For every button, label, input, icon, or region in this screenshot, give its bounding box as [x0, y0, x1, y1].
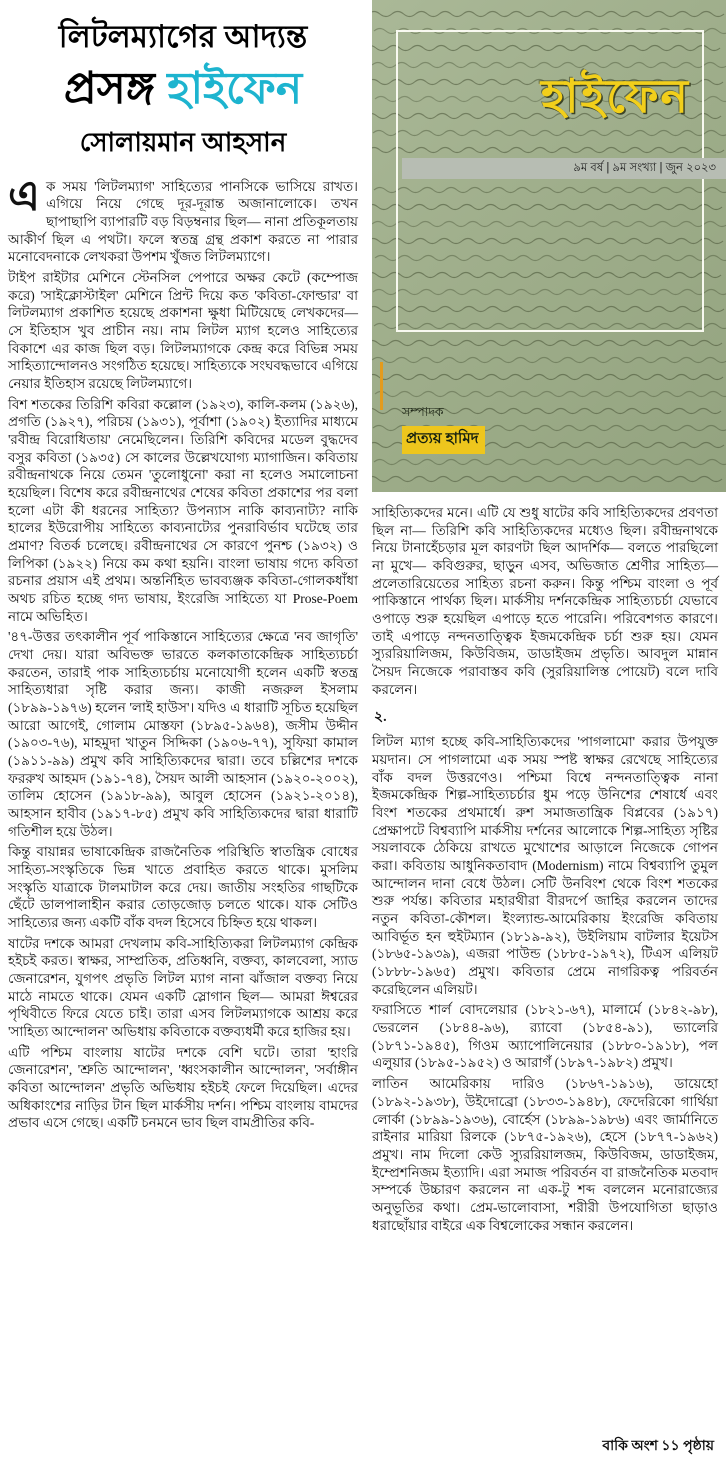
- headline-author: সোলায়মান আহসান: [79, 126, 287, 157]
- paragraph: '৪৭-উত্তর তৎকালীন পূর্ব পাকিস্তানে সাহিত্যের ক্ষেত্রে 'নব জাগৃতি' দেখা দেয়। যারা অবিভক্ত ভারতে কলকাতাকেন্দ্রিক সাহিত্যচর্চা করতেন, তারাই পাক সাহিত্যচর্চায় মনোযোগী হলেন একটি স্বতন্ত্র সাহিত্যধারা সৃষ্টি করার জন্য। কাজী নজরুল ইসলাম (১৮৯৯-১৯৭৬) হলেন 'লাই হাউস'। যদিও এ ধারাটি সূচিত হয়েছিল আরো আগেই, গোলাম মোস্তফা (১৮৯৫-১৯৬৪), জসীম উদ্দীন (১৯০৩-৭৬), মাহমুদা খাতুন সিদ্দিকা (১৯০৬-৭৭), সুফিয়া কামাল (১৯১১-৯৯) প্রমুখ কবি সাহিত্যিকদের দ্বারা। তবে চল্লিশের দশকে ফররুখ আহমদ (১৯১-৭৪), সৈয়দ আলী আহসান (১৯২০-২০০২), তালিম হোসেন (১৯১৮-৯৯), আবুল হোসেন (১৯২১-২০১৪), আহসান হাবীব (১৯১৭-৮৫) প্রমুখ কবি সাহিত্যিকদের দ্বারা ধারাটি গতিশীল হয়ে উঠল।: [8, 629, 358, 839]
- article-right-column: [372, 6, 718, 1462]
- cover-issue-bar: ৯ম বর্ষ | ৯ম সংখ্যা | জুন ২০২৩: [402, 158, 726, 179]
- headline-title-black: প্রসঙ্গ: [63, 63, 168, 113]
- paragraph-text: ক সময় 'লিটলম্যাগ' সাহিত্যের পানসিকে ভাসিয়ে রাখত। এগিয়ে নিয়ে গেছে দূর-দূরান্ত অজানালোকে। তখন ছাপাছাপি ব্যাপারটি বড় বিড়ম্বনার ছিল— নানা প্রতিকূলতায় আকীর্ণ ছিল এ পথটা। ফলে স্বতন্ত্র গ্রন্থ প্রকাশ করতে না পারার মনোবেদনাকে লেখকরা উপশম খুঁজত লিটলম্যাগে।: [8, 178, 358, 265]
- cover-editor-block: [402, 404, 485, 454]
- paragraph: লাতিন আমেরিকায় দারিও (১৮৬৭-১৯১৬), ডায়েহো (১৮৯২-১৯৩৮), উইদোব্রো (১৮৩৩-১৯৪৮), ফেদেরিকো গার্থিয়া লোর্কা (১৮৯৯-১৯৩৬), বোর্হেস (১৮৯৯-১৯৮৬) এবং জার্মানিতে রাইনার মারিয়া রিলকে (১৮৭৫-১৯২৬), হেসে (১৮৭৭-১৯৬২) প্রমুখ। নাম দিলো কেউ স্যুররিয়ালজম, কিউবিজম, ডাডাইজম, ইম্প্রেশনিজম ইত্যাদি। এরা সমাজ পরিবর্তন বা রাজনৈতিক মতবাদ সম্পর্কে উচ্চারণ করলেন না এক-টু শব্দ বললেন মনোরাজ্যের অনুভূতির কথা। প্রেম-ভালোবাসা, শরীরী উপযোগিতা ছাড়াও ধরাছোঁয়ার বাইরে এক বিশ্বলোকের সন্ধান করলেন।: [372, 1076, 718, 1233]
- paragraph: কিন্তু বায়ান্নর ভাষাকেন্দ্রিক রাজনৈতিক পরিস্থিতি স্বাতন্ত্রিক বোধের সাহিত্য-সংস্কৃতিকে ভিন্ন খাতে প্রবাহিত করতে থাকে। মুসলিম সংস্কৃতি যাত্রাকে টালমাটাল করে দেয়। জাতীয় সংহতির গাছটিকে ছেঁটে ডালপালাহীন করার তোড়জোড় চলতে থাকে। যাক সেটিও সাহিত্যের জন্য একটি বাঁক বদল হিসেবে চিহ্নিত হয়ে থাকল।: [8, 844, 358, 931]
- paragraph: [8, 173, 358, 266]
- paragraph: টাইপ রাইটার মেশিনে স্টেনসিল পেপারে অক্ষর কেটে (কম্পোজ করে) 'সাইক্লোস্টাইল' মেশিনে প্রিন্ট দিয়ে কত 'কবিতা-ফোল্ডার' বা লিটলম্যাগ প্রকাশিত হয়েছে প্রকাশনা ক্ষুধা মিটিয়েছে লেখকদের— সে ইতিহাস খুব প্রাচীন নয়। নাম লিটল ম্যাগ হলেও সাহিত্যের বিকাশে এর কাজ ছিল বড়। লিটলম্যাগকে কেন্দ্র করে বিভিন্ন সময় সাহিত্যান্দোলনও সংগঠিত হয়েছে। সাহিত্যকে সংঘবদ্ধভাবে এগিয়ে নেয়ার ইতিহাস রয়েছে লিটলম্যাগে।: [8, 269, 358, 391]
- headline-accent: হাইফেন: [167, 63, 303, 113]
- cover-accent-mark: [380, 362, 383, 410]
- continuation-note: বাকি অংশ ১১ পৃষ্ঠায়: [602, 1439, 714, 1454]
- headline-kicker: লিটলম্যাগের আদ্যন্ত: [58, 19, 308, 54]
- headline-block: [8, 6, 358, 178]
- paragraph: বিশ শতকের তিরিশি কবিরা কল্লোল (১৯২৩), কালি-কলম (১৯২৬), প্রগতি (১৯২৭), পরিচয় (১৯৩১), পূর্বাশা (১৯০২) ইত্যাদির মাধ্যমে 'রবীন্দ্র বিরোধিতায়' নেমেছিলেন। তিরিশি কবিদের মডেল বুদ্ধদেব বসুর কবিতা (১৯৩৫) সে কালের উল্লেখযোগ্য ম্যাগাজিন। কবিতায় রবীন্দ্রনাথকে নিয়ে তেমন 'তুলোধুনো' করা না হলেও সমালোচনা হয়েছিল। বিশেষ করে রবীন্দ্রনাথের শেষের কবিতা প্রকাশের পর বলা হলো এটা কী ধরনের সাহিত্য? উপন্যাস নাকি কাব্যনাট্য? নাকি হালের ইউরোপীয় সাহিত্যে কাব্যনাট্যের পুনরাবির্ভাব ঘটেছে তার প্রমাণ? বিতর্ক চলেছে। রবীন্দ্রনাথের সে কারণে পুনশ্চ (১৯৩২) ও লিপিকা (১৯২২) নিয়ে কম কথা হয়নি। বাংলা ভাষায় গদ্যে কবিতা রচনার প্রয়াস এই প্রথম। অন্তর্নিহিত ভাবব্যঞ্জক কবিতা-গোলকধাঁধা অথচ রচিত হচ্ছে গদ্য ভাষায়, ইংরেজি সাহিত্যে যা Prose-Poem নামে অভিহিত।: [8, 396, 358, 624]
- paragraph: সাহিত্যিকদের মনে। এটি যে শুধু ষাটের কবি সাহিত্যিকদের প্রবণতা ছিল না— তিরিশি কবি সাহিত্যিকদের মধ্যেও ছিল। রবীন্দ্রনাথকে নিয়ে টানাহেঁচড়ার মূল কারণটা ছিল আদর্শিক— বলতে পারছিলো না মুখে— কবিগুরুর, ছাড়ুন এসব, অভিজাত শ্রেণীর সাহিত্য— প্রলেতারিয়েতের সাহিত্য রচনা করুন। কিন্তু পশ্চিম বাংলা ও পূর্ব পাকিস্তানে পার্থক্য ছিল। মার্কসীয় দর্শনকেন্দ্রিক সাহিত্যচর্চা যেভাবে ওপাড়ে শুরু হয়েছিল এপাড়ে হতে পারেনি। পরিবেশগত কারণে। তাই এপাড়ে নন্দনতাত্ত্বিক ইজমকেন্দ্রিক চর্চা শুরু হয়। যেমন স্যুররিয়ালিজম, কিউবিজম, ডাডাইজম প্রভৃতি। আবদুল মান্নান সৈয়দ নিজেকে পরাবাস্তব কবি (সুররিয়ালিস্ত পোয়েট) বলে দাবি করলেন।: [372, 505, 718, 697]
- cover-editor-label: সম্পাদক: [402, 405, 444, 419]
- headline-title: [12, 61, 354, 116]
- cover-masthead: হাইফেন: [541, 70, 690, 122]
- cover-editor-name: প্রত্যয় হামিদ: [402, 426, 485, 454]
- magazine-cover: [372, 0, 726, 492]
- paragraph: ফরাসিতে শার্ল বোদলেয়ার (১৮২১-৬৭), মালার্মে (১৮৪২-৯৮), ভেরলেন (১৮৪৪-৯৬), র‍্যাবো (১৮৫৪-৯১), ভ্যালেরি (১৮৭১-১৯৪৫), গিওম অ্যাপোলিনেয়ার (১৮৮০-১৯১৮), পল এলুয়ার (১৮৯৫-১৯৫২) ও আরাগঁ (১৮৯৭-১৯৮২) প্রমুখ।: [372, 1002, 718, 1071]
- paragraph: ষাটের দশকে আমরা দেখলাম কবি-সাহিত্যিকরা লিটলম্যাগ কেন্দ্রিক হইচই করত। স্বাক্ষর, সাম্প্রতিক, প্রতিধ্বনি, বক্তব্য, কালবেলা, স্যাড জেনারেশন, যুগপৎ প্রভৃতি লিটল ম্যাগ নানা ঝাঁজাল বক্তব্য নিয়ে মাঠে নামতে থাকে। যেমন একটি স্লোগান ছিল— আমরা ঈশ্বরের পৃথিবীতে ফিরে যেতে চাই। তারা এসব লিটলম্যাগকে আশ্রয় করে 'সাহিত্য আন্দোলন' অভিধায় কবিতাকে বক্তব্যধর্মী করে হাজির হয়।: [8, 935, 358, 1040]
- dropcap: এ: [8, 173, 40, 220]
- paragraph: এটি পশ্চিম বাংলায় ষাটের দশকে বেশি ঘটে। তারা 'হাংরি জেনারেশন', 'শ্রুতি আন্দোলন', 'ধ্বংসকালীন আন্দোলন', 'সর্বাঙ্গীন কবিতা আন্দোলন' প্রভৃতি অভিধায় হইচই ফেলে দিয়েছিল। এদের অধিকাংশের নাড়ির টান ছিল মার্কসীয় দর্শন। পশ্চিম বাংলায় বামদের প্রভাব এসে গেছে। একটি চনমনে ভাব ছিল বামপ্রীতির কবি-: [8, 1044, 358, 1131]
- section-marker: ২.: [374, 710, 387, 726]
- article-left-column: [8, 6, 358, 1462]
- paragraph: লিটল ম্যাগ হচ্ছে কবি-সাহিত্যিকদের 'পাগলামো' করার উপযুক্ত ময়দান। সে পাগলামো এক সময় স্পষ্ট স্বাক্ষর রেখেছে সাহিত্যের বাঁক বদল উত্তরণেও। পশ্চিমা বিশ্বে নন্দনতাত্ত্বিক নানা ইজমকেন্দ্রিক শিল্প-সাহিত্যচর্চার ধুম পড়ে উনিশের শেষার্ধে এবং বিংশ শতকের প্রথমার্ধে। রুশ সমাজতান্ত্রিক বিপ্লবের (১৯১৭) প্রেক্ষাপটে বিশ্বব্যাপি মার্কসীয় দর্শনের আলোকে শিল্প-সাহিত্য সৃষ্টির সয়লাবকে ঠেকিয়ে রাখতে মুখোশের আড়ালে নিজেকে গোপন করা। কবিতায় আধুনিকতাবাদ (Modernism) নামে বিশ্বব্যাপি তুমুল আন্দোলন দানা বেধে উঠল। সেটি উনবিংশ থেকে বিংশ শতকের শুরু পর্যন্ত। কবিতার মহারথীরা বীরদর্পে জাহির করলেন তাদের নতুন কবিতা-কৌশল। ইংল্যান্ড-আমেরিকায় ইংরেজি কবিতায় আবির্ভূত হন হুইটম্যান (১৮১৯-৯২), উইলিয়াম বাটলার ইয়েটস (১৮৬৫-১৯৩৯), এজরা পাউন্ড (১৮৮৫-১৯৭২), টিএস এলিয়ট (১৮৮৮-১৯৬৫) প্রমুখ। কবিতার প্রেমে নাগরিকত্ব পরিবর্তন করেছিলেন এলিয়ট।: [372, 734, 718, 997]
